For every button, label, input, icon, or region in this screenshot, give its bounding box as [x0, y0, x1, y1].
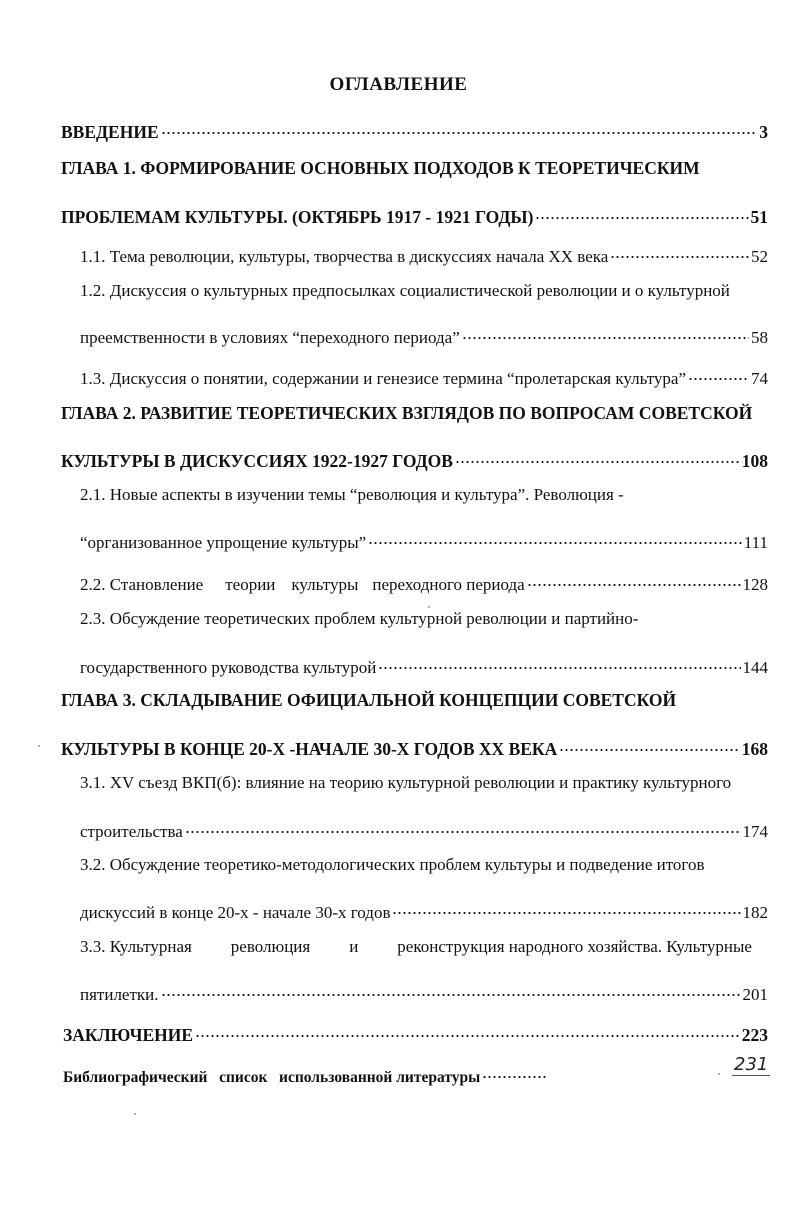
toc-title: ОГЛАВЛЕНИЕ: [329, 74, 468, 95]
toc-section-1-3[interactable]: [80, 360, 768, 388]
toc-page-number: 144: [742, 658, 768, 677]
toc-entry-text: ЗАКЛЮЧЕНИЕ: [63, 1025, 194, 1045]
dot-leader: [455, 443, 740, 467]
scan-speck: [428, 606, 430, 608]
toc-section-2-1-line1[interactable]: [80, 483, 768, 507]
toc-entry-text: культуры: [291, 575, 359, 594]
dot-leader: [559, 731, 740, 755]
toc-page-number: 174: [742, 822, 768, 841]
dot-leader: [185, 813, 741, 837]
toc-page-number: 128: [742, 575, 768, 594]
dot-leader: [392, 894, 740, 918]
dot-leader: [462, 319, 749, 343]
toc-entry-conclusion[interactable]: [63, 1017, 768, 1045]
toc-page-number: 58: [751, 328, 768, 347]
toc-section-2-2[interactable]: [80, 566, 768, 594]
toc-entry-text: реконструкция народного хозяйства. Культурные: [397, 937, 752, 956]
toc-entry-text: пятилетки.: [80, 985, 159, 1004]
dot-leader: [482, 1058, 548, 1082]
scan-speck: [134, 1113, 136, 1115]
dot-leader: [688, 360, 749, 384]
toc-entry-text: государственного руководства культурой: [80, 658, 377, 677]
toc-entry-text: 3.1. XV съезд ВКП(б): влияние на теорию культурной революции и практику культурного: [80, 773, 732, 792]
toc-section-2-3-line2[interactable]: [80, 649, 768, 677]
toc-entry-text: 2.3. Обсуждение теоретических проблем культурной революции и партийно-: [80, 609, 639, 628]
dot-leader: [161, 976, 741, 1000]
toc-section-1-1[interactable]: [80, 238, 768, 266]
toc-section-3-2-line2[interactable]: [80, 894, 768, 922]
toc-page-number: 223: [741, 1025, 768, 1045]
toc-page-number: 201: [742, 985, 768, 1004]
dot-leader: [535, 199, 748, 223]
toc-entry-text: революция: [230, 937, 311, 956]
toc-entry-text: и: [349, 937, 359, 956]
dot-leader: [368, 524, 742, 548]
toc-entry-text: ПРОБЛЕМАМ КУЛЬТУРЫ. (ОКТЯБРЬ 1917 - 1921 ГОДЫ): [61, 207, 534, 227]
toc-entry-text: КУЛЬТУРЫ В КОНЦЕ 20-Х -НАЧАЛЕ 30-Х ГОДОВ XX ВЕКА: [61, 739, 558, 759]
toc-entry-text: переходного периода: [372, 575, 525, 594]
dot-leader: [527, 566, 741, 590]
toc-section-3-3-line2[interactable]: [80, 976, 768, 1004]
toc-section-3-2-line1[interactable]: [80, 853, 768, 877]
toc-section-2-1-line2[interactable]: [80, 524, 768, 552]
dot-leader: [378, 649, 740, 673]
toc-page-number: 52: [751, 247, 768, 266]
toc-page-number: 51: [750, 207, 768, 227]
toc-entry-text: 3.2. Обсуждение теоретико-методологических проблем культуры и подведение итогов: [80, 855, 705, 874]
toc-entry-text: 2.1. Новые аспекты в изучении темы “революция и культура”. Революция -: [80, 485, 624, 504]
toc-section-3-1-line1[interactable]: [80, 771, 768, 795]
toc-section-1-2-line2[interactable]: [80, 319, 768, 347]
toc-page-number: 168: [741, 739, 768, 759]
dot-leader: [161, 114, 758, 138]
toc-page-number: 74: [751, 369, 768, 388]
toc-entry-text: КУЛЬТУРЫ В ДИСКУССИЯХ 1922-1927 ГОДОВ: [61, 451, 453, 471]
toc-entry-text: дискуссий в конце 20-х - начале 30-х годов: [80, 903, 391, 922]
toc-entry-text: 1.2. Дискуссия о культурных предпосылках социалистической революции и о культурной: [80, 281, 730, 300]
toc-entry-text: теории: [225, 575, 276, 594]
toc-entry-text: ВВЕДЕНИЕ: [61, 122, 159, 142]
toc-entry-text: 1.3. Дискуссия о понятии, содержании и генезисе термина “пролетарская культура”: [80, 369, 687, 388]
toc-chapter-2-line1[interactable]: [61, 401, 768, 425]
toc-chapter-3-line2[interactable]: [61, 731, 768, 759]
scan-speck: [38, 745, 40, 747]
toc-entry-text: преемственности в условиях “переходного периода”: [80, 328, 460, 347]
toc-entry-text: ГЛАВА 3. СКЛАДЫВАНИЕ ОФИЦИАЛЬНОЙ КОНЦЕПЦИИ СОВЕТСКОЙ: [61, 690, 677, 710]
toc-section-3-1-line2[interactable]: [80, 813, 768, 841]
toc-page-number: 108: [741, 451, 768, 471]
toc-entry-text: 2.2. Становление: [80, 575, 204, 594]
toc-entry-text: ГЛАВА 1. ФОРМИРОВАНИЕ ОСНОВНЫХ ПОДХОДОВ К ТЕОРЕТИЧЕСКИМ: [61, 158, 700, 178]
toc-chapter-3-line1[interactable]: [61, 688, 768, 712]
dot-leader: [195, 1017, 740, 1041]
toc-page-number: 111: [743, 533, 768, 552]
toc-chapter-2-line2[interactable]: [61, 443, 768, 471]
scan-speck: [718, 1073, 720, 1075]
toc-chapter-1-line1[interactable]: [61, 156, 768, 180]
toc-section-2-3-line1[interactable]: [80, 607, 768, 631]
toc-entry-bibliography[interactable]: [63, 1058, 623, 1086]
toc-entry-text: Библиографический список использованной литературы: [63, 1069, 481, 1086]
toc-section-1-2-line1[interactable]: [80, 279, 768, 303]
dot-leader: [610, 238, 749, 262]
handwritten-page-number: 231: [734, 1054, 769, 1075]
toc-page-number: 182: [742, 903, 768, 922]
toc-entry-text: 3.3. Культурная: [80, 937, 192, 956]
toc-entry-text: “организованное упрощение культуры”: [80, 533, 367, 552]
toc-page-number: 3: [759, 122, 768, 142]
toc-entry-text: ГЛАВА 2. РАЗВИТИЕ ТЕОРЕТИЧЕСКИХ ВЗГЛЯДОВ ПО ВОПРОСАМ СОВЕТСКОЙ: [61, 403, 753, 423]
toc-entry-text: 1.1. Тема революции, культуры, творчества в дискуссиях начала XX века: [80, 247, 609, 266]
toc-section-3-3-line1[interactable]: [80, 935, 752, 959]
toc-entry-text: строительства: [80, 822, 183, 841]
toc-entry-intro[interactable]: [61, 114, 768, 142]
toc-chapter-1-line2[interactable]: [61, 199, 768, 227]
